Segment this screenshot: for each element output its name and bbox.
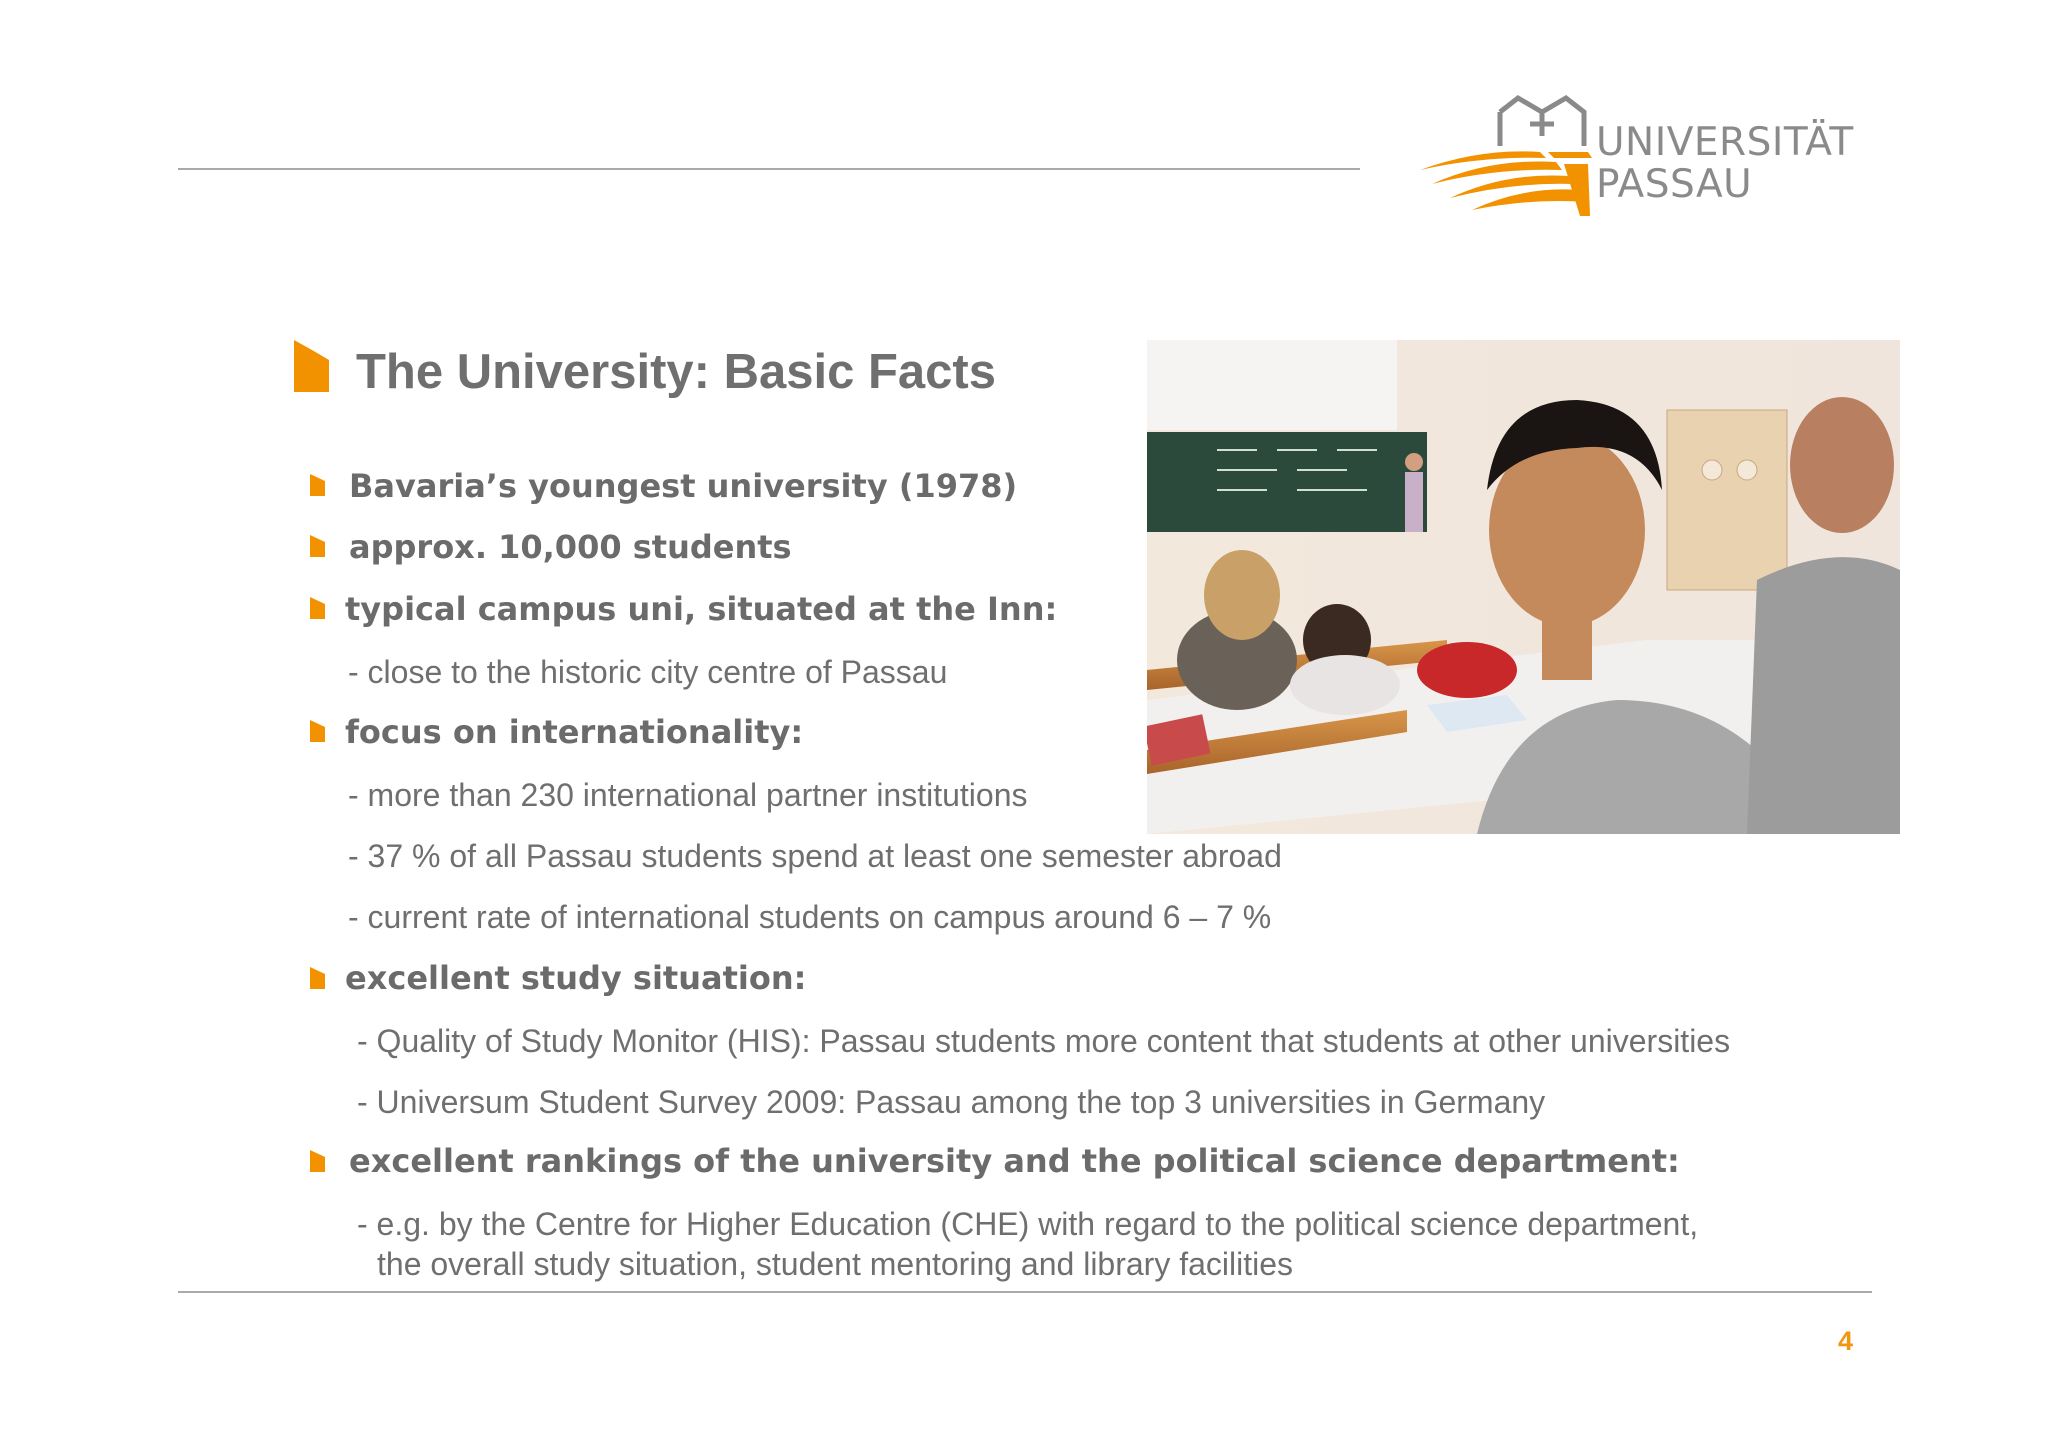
bullet-marker-icon — [310, 1150, 325, 1172]
slide-title: The University: Basic Facts — [356, 345, 996, 399]
sub-universum-survey: - Universum Student Survey 2009: Passau among the top 3 universities in Germany — [357, 1084, 1546, 1120]
sub-partner-institutions: - more than 230 international partner institutions — [348, 777, 1028, 813]
lecture-hall-photo — [1147, 340, 1900, 834]
sub-quality-monitor: - Quality of Study Monitor (HIS): Passau students more content that students at other universities — [357, 1023, 1731, 1059]
logo-wordmark — [1596, 122, 1854, 206]
bullet-study-situation: excellent study situation: — [345, 959, 807, 997]
bullet-campus: typical campus uni, situated at the Inn: — [345, 590, 1058, 628]
bullet-internationality: focus on internationality: — [345, 713, 804, 751]
sub-che-line1: - e.g. by the Centre for Higher Education (CHE) with regard to the political science department, — [357, 1206, 1699, 1242]
bullet-marker-icon — [310, 474, 325, 496]
sub-city-centre: - close to the historic city centre of Passau — [348, 654, 948, 690]
footer-rule — [178, 1291, 1872, 1293]
bullet-marker-icon — [310, 597, 325, 619]
bullet-marker-icon — [310, 535, 325, 557]
logo-line1: UNIVERSITÄT — [1596, 120, 1854, 165]
page-number: 4 — [1838, 1326, 1854, 1356]
logo-line2: PASSAU — [1596, 162, 1753, 207]
bullet-marker-icon — [310, 720, 325, 742]
bullet-marker-icon — [310, 967, 325, 989]
sub-international-rate: - current rate of international students on campus around 6 – 7 % — [348, 899, 1272, 935]
header-rule — [178, 168, 1360, 170]
bullet-students: approx. 10,000 students — [349, 528, 792, 566]
title-marker-icon — [294, 340, 329, 392]
bullet-rankings: excellent rankings of the university and the political science department: — [349, 1142, 1680, 1180]
sub-che-line2: the overall study situation, student mentoring and library facilities — [377, 1246, 1294, 1282]
bullet-youngest-university: Bavaria’s youngest university (1978) — [349, 467, 1018, 505]
sub-semester-abroad: - 37 % of all Passau students spend at least one semester abroad — [348, 838, 1282, 874]
